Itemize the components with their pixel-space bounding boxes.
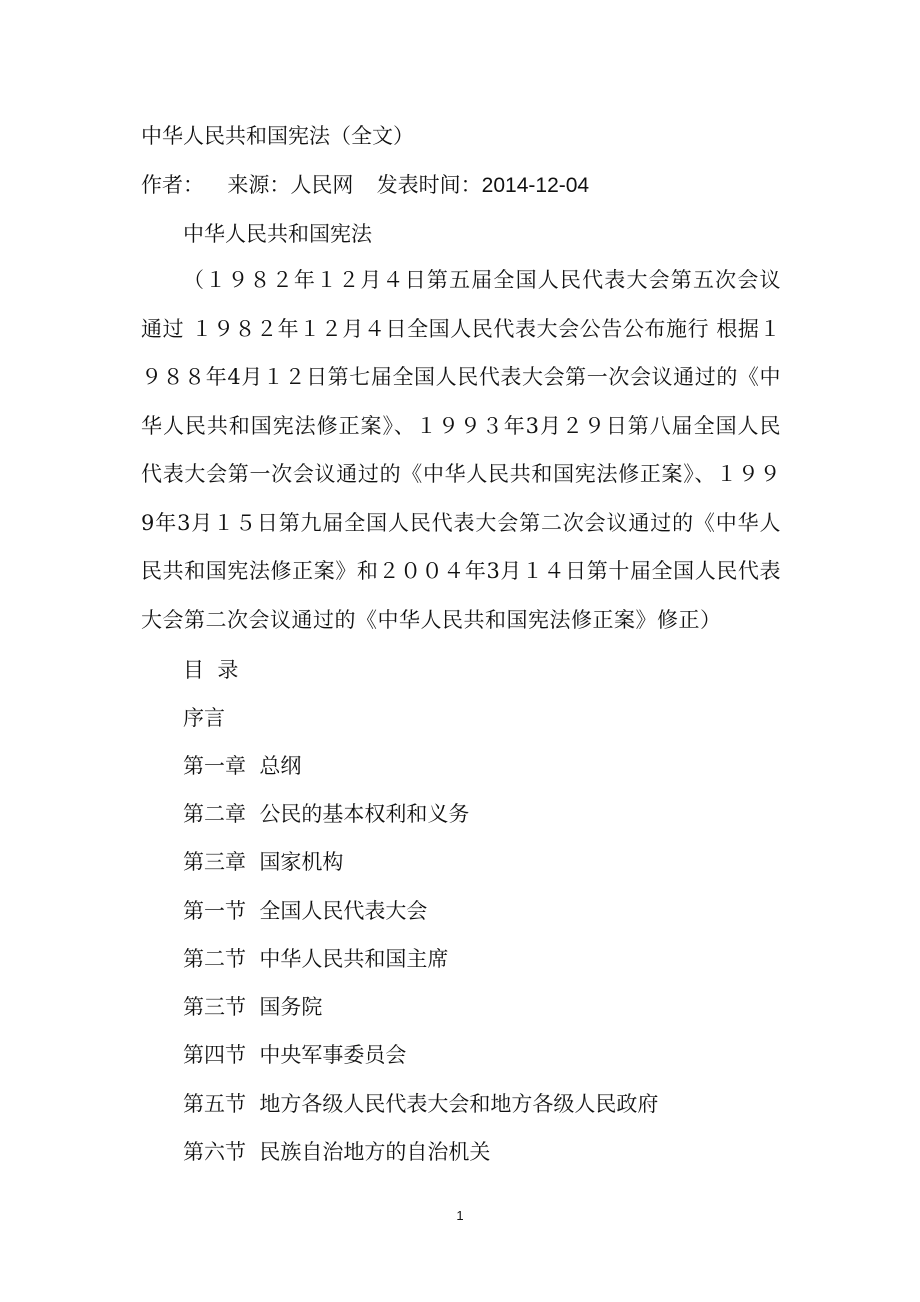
toc-item: 第一章 总纲 [183,754,302,778]
law-name: 中华人民共和国宪法 [183,222,372,246]
document-title: 中华人民共和国宪法（全文） [141,124,414,148]
page-number: 1 [456,1208,464,1223]
toc-item: 第三节 国务院 [183,995,323,1019]
toc-item: 第二节 中华人民共和国主席 [183,947,449,971]
toc-item: 第一节 全国人民代表大会 [183,899,428,923]
toc-item: 第三章 国家机构 [183,850,344,874]
adoption-note: （１９８２年１２月４日第五届全国人民代表大会第五次会议通过 １９８２年１２月４日全国人民代表大会公告公布施行 根据１９８８年4月１２日第七届全国人民代表大会第一次会议通过的《中华人民共和国宪法修正案》、１９９３年3月２９日第八届全国人民代表大会第一次会议通过的《中华人民共和国宪法修正案》、１９９9年3月１５日第九届全国人民代表大会第二次会议通过的《中华人民共和国宪法修正案》和２００４年3月１４日第十届全国人民代表大会第二次会议通过的《中华人民共和国宪法修正案》修正） [141,268,781,632]
toc-heading: 目 录 [183,658,239,682]
toc-item: 第五节 地方各级人民代表大会和地方各级人民政府 [183,1092,659,1116]
toc-item: 序言 [183,706,225,730]
toc-item: 第四节 中央军事委员会 [183,1043,407,1067]
document-meta: 作者： 来源：人民网 发表时间：2014-12-04 [141,174,590,197]
toc-item: 第二章 公民的基本权利和义务 [183,802,470,826]
toc-item: 第六节 民族自治地方的自治机关 [183,1140,491,1164]
